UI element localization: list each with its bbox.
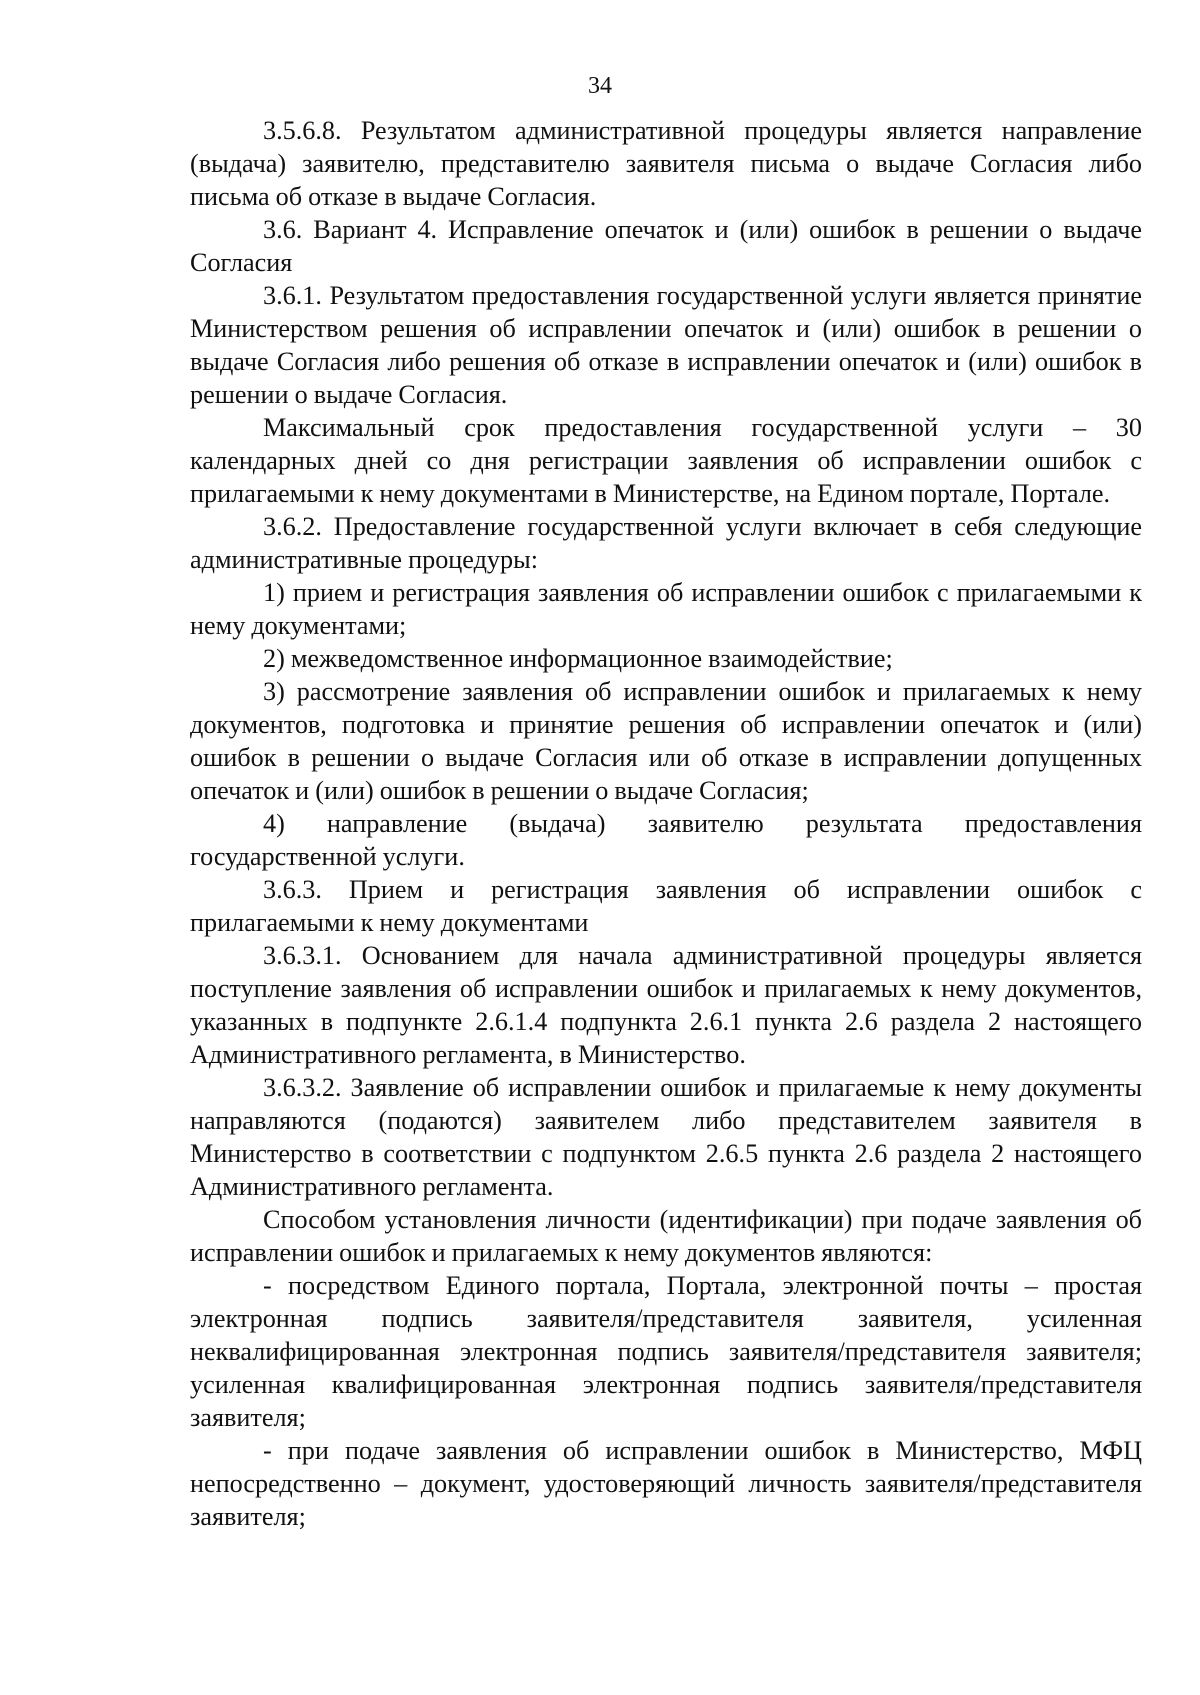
paragraph-3-6-1: 3.6.1. Результатом предоставления государственной услуги является принятие Министерством решения об исправлении опечаток и (или) ошибок в решении о выдаче Согласия либо решения об отказе в исправлении опечаток и (или) ошибок в решении о выдаче Согласия.	[190, 281, 1142, 409]
paragraph-max-term: Максимальный срок предоставления государственной услуги – 30 календарных дней со дня регистрации заявления об исправлении ошибок с прилагаемыми к нему документами в Министерстве, на Едином портале, Портале.	[190, 413, 1142, 508]
paragraph-3-6-2: 3.6.2. Предоставление государственной услуги включает в себя следующие административные процедуры:	[190, 512, 1142, 574]
paragraph-3-6-heading: 3.6. Вариант 4. Исправление опечаток и (или) ошибок в решении о выдаче Согласия	[190, 215, 1142, 277]
list-item-3: 3) рассмотрение заявления об исправлении ошибок и прилагаемых к нему документов, подготовка и принятие решения об исправлении опечаток и (или) ошибок в решении о выдаче Согласия или об отказе в исправлении допущенных опечаток и (или) ошибок в решении о выдаче Согласия;	[190, 677, 1142, 805]
paragraph-3-6-3-heading: 3.6.3. Прием и регистрация заявления об исправлении ошибок с прилагаемыми к нему документами	[190, 875, 1142, 937]
paragraph-3-6-3-1: 3.6.3.1. Основанием для начала административной процедуры является поступление заявления об исправлении ошибок и прилагаемых к нему документов, указанных в подпункте 2.6.1.4 подпункта 2.6.1 пункта 2.6 раздела 2 настоящего Административного регламента, в Министерство.	[190, 941, 1142, 1069]
list-item-2: 2) межведомственное информационное взаимодействие;	[263, 644, 893, 673]
list-item-4: 4) направление (выдача) заявителю результата предоставления государственной услуги.	[190, 809, 1142, 871]
paragraph-3-6-3-2: 3.6.3.2. Заявление об исправлении ошибок и прилагаемые к нему документы направляются (подаются) заявителем либо представителем заявителя в Министерство в соответствии с подпунктом 2.6.5 пункта 2.6 раздела 2 настоящего Административного регламента.	[190, 1073, 1142, 1201]
paragraph-identification: Способом установления личности (идентификации) при подаче заявления об исправлении ошибок и прилагаемых к нему документов являются:	[190, 1205, 1142, 1267]
paragraph-3-5-6-8: 3.5.6.8. Результатом административной процедуры является направление (выдача) заявителю, представителю заявителя письма о выдаче Согласия либо письма об отказе в выдаче Согласия.	[190, 116, 1142, 211]
bullet-in-person: - при подаче заявления об исправлении ошибок в Министерство, МФЦ непосредственно – документ, удостоверяющий личность заявителя/представителя заявителя;	[190, 1436, 1142, 1531]
page-number: 34	[588, 73, 612, 99]
document-body	[190, 114, 1142, 1533]
bullet-electronic-signature: - посредством Единого портала, Портала, электронной почты – простая электронная подпись заявителя/представителя заявителя, усиленная неквалифицированная электронная подпись заявителя/представителя заявителя; усиленная квалифицированная электронная подпись заявителя/представителя заявителя;	[190, 1271, 1142, 1432]
list-item-1: 1) прием и регистрация заявления об исправлении ошибок с прилагаемыми к нему документами;	[190, 578, 1142, 640]
